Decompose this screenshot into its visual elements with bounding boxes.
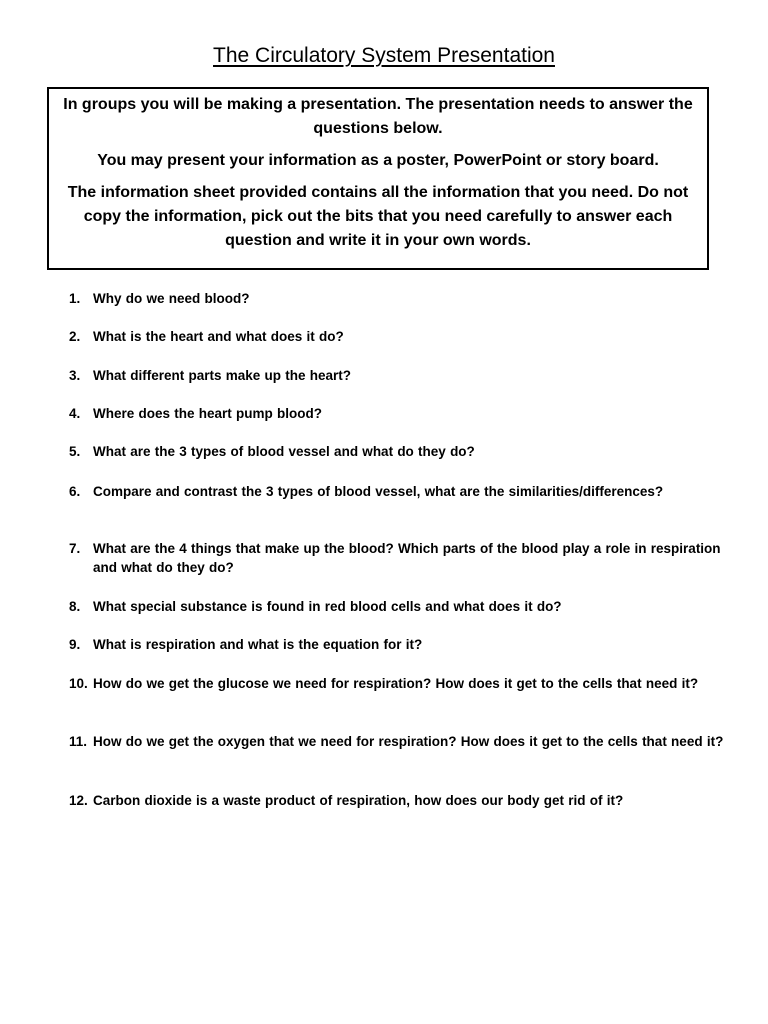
question-number: 5.: [69, 444, 81, 459]
page-title: The Circulatory System Presentation: [213, 44, 555, 67]
question-text: What is respiration and what is the equation for it?: [93, 637, 423, 652]
question-text: What special substance is found in red blood cells and what does it do?: [93, 599, 562, 614]
question-number: 3.: [69, 368, 81, 383]
question-item: [69, 732, 729, 751]
question-text: Where does the heart pump blood?: [93, 406, 323, 421]
question-number: 8.: [69, 599, 81, 614]
instructions-paragraph-1: In groups you will be making a presentation. The presentation needs to answer the questions below.: [63, 96, 693, 137]
question-item: [69, 539, 729, 577]
question-number: 11.: [69, 734, 88, 749]
instructions-paragraph-2: You may present your information as a poster, PowerPoint or story board.: [97, 152, 659, 169]
question-item: [69, 404, 729, 423]
question-item: [69, 366, 729, 385]
question-text: What is the heart and what does it do?: [93, 329, 344, 344]
instructions-paragraph-3: The information sheet provided contains all the information that you need. Do not copy the information, pick out the bits that you need carefully to answer each question and write it in your own words.: [67, 184, 689, 249]
question-text: How do we get the glucose we need for respiration? How does it get to the cells that need it?: [93, 676, 699, 691]
question-item: [69, 442, 729, 461]
question-number: 9.: [69, 637, 81, 652]
question-item: [69, 635, 729, 654]
question-text: Why do we need blood?: [93, 291, 250, 306]
question-item: [69, 597, 729, 616]
question-item: [69, 327, 729, 346]
question-number: 2.: [69, 329, 81, 344]
question-text: What are the 3 types of blood vessel and what do they do?: [93, 444, 475, 459]
question-number: 7.: [69, 541, 81, 556]
question-item: [69, 482, 729, 501]
question-item: [69, 674, 729, 693]
question-text: How do we get the oxygen that we need for respiration? How does it get to the cells that need it?: [93, 734, 724, 749]
question-number: 10.: [69, 676, 88, 691]
question-number: 1.: [69, 291, 81, 306]
question-text: What are the 4 things that make up the blood? Which parts of the blood play a role in respiration and what do they do?: [93, 541, 721, 575]
question-number: 12.: [69, 793, 88, 808]
question-text: What different parts make up the heart?: [93, 368, 352, 383]
question-item: [69, 289, 729, 308]
question-text: Carbon dioxide is a waste product of respiration, how does our body get rid of it?: [93, 793, 624, 808]
question-number: 4.: [69, 406, 81, 421]
question-item: [69, 791, 729, 810]
question-number: 6.: [69, 484, 81, 499]
question-text: Compare and contrast the 3 types of blood vessel, what are the similarities/differences?: [93, 484, 664, 499]
